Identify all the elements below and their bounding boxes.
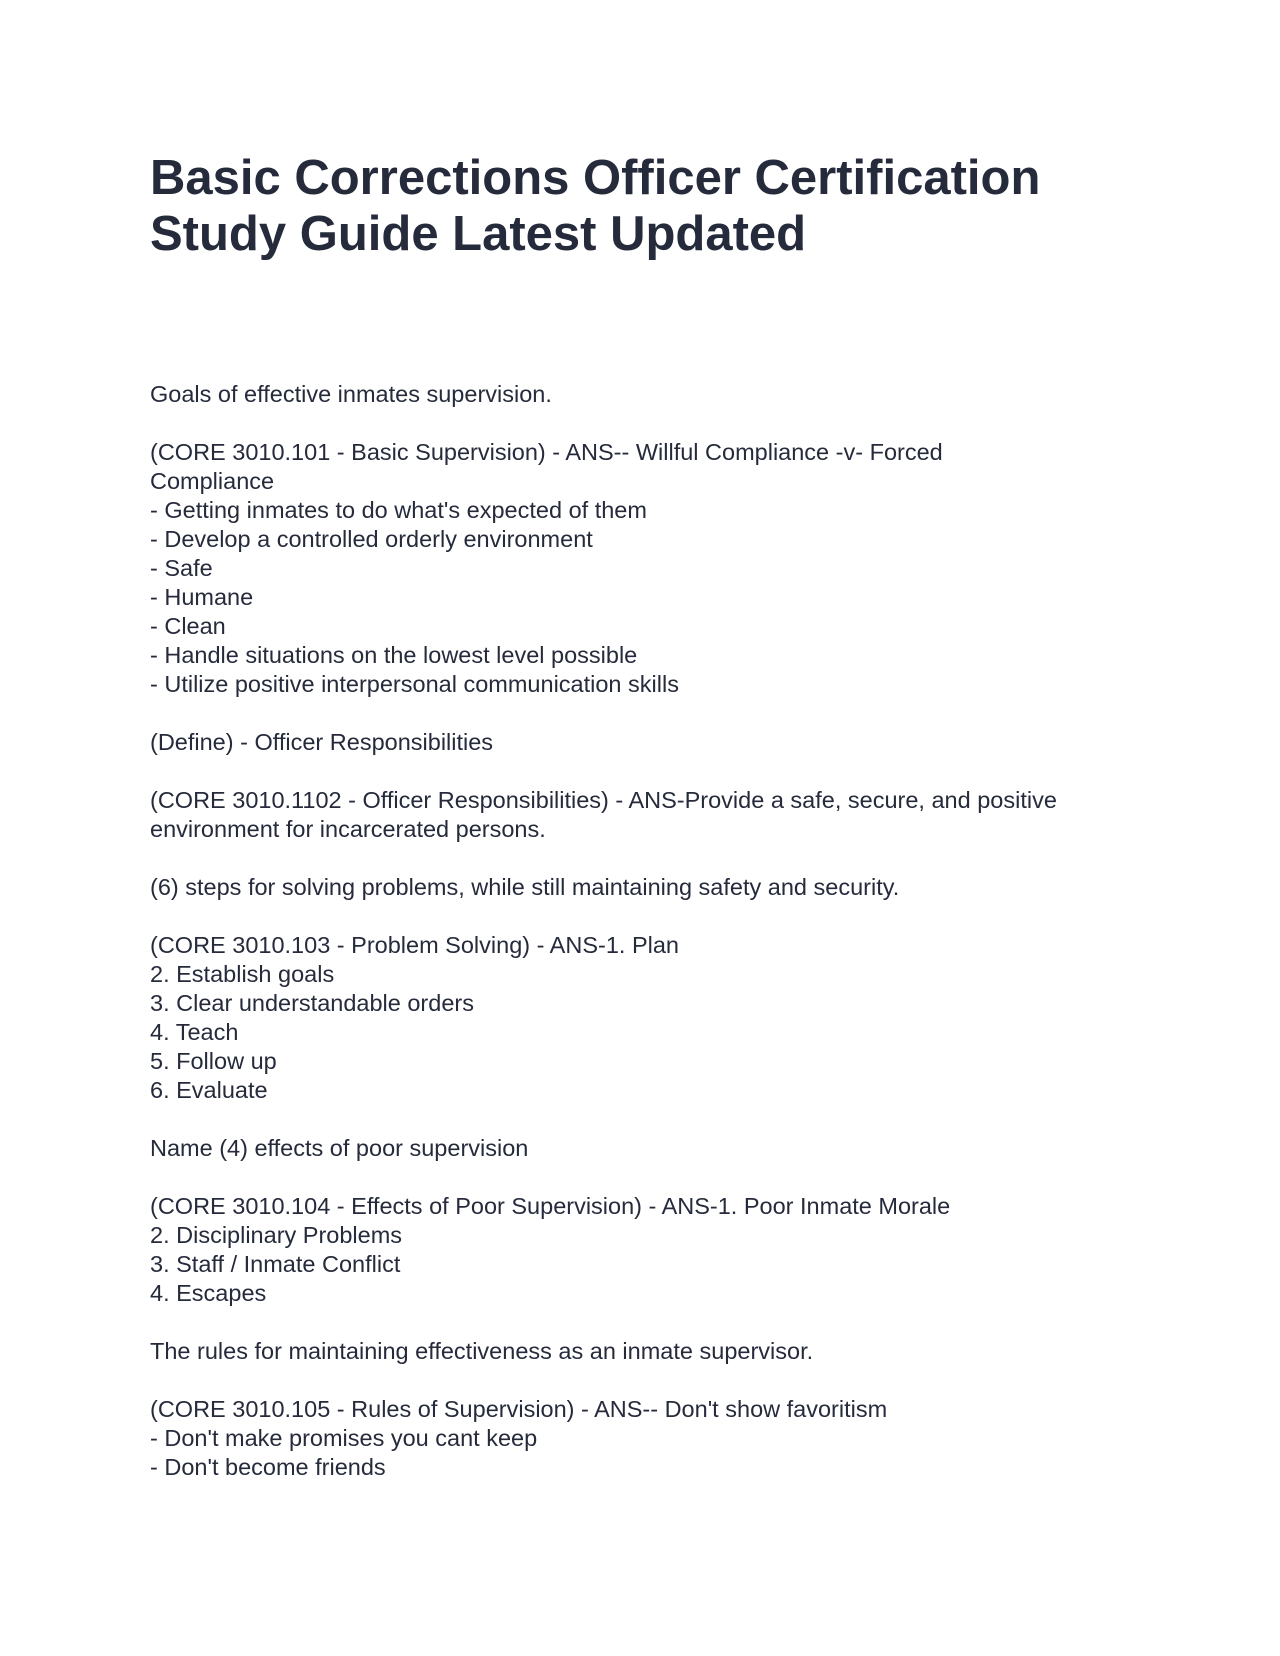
text-line: - Utilize positive interpersonal communication skills [150,671,679,697]
paragraph [150,1192,1140,1308]
text-line: - Don't make promises you cant keep [150,1425,538,1451]
text-line: 5. Follow up [150,1048,277,1074]
text-line: Name (4) effects of poor supervision [150,1135,529,1161]
paragraph [150,931,1140,1105]
text-line: 3. Staff / Inmate Conflict [150,1251,401,1277]
paragraph [150,1337,1140,1366]
text-line: - Don't become friends [150,1454,386,1480]
text-line: - Safe [150,555,213,581]
text-line: 4. Teach [150,1019,239,1045]
text-line: 6. Evaluate [150,1077,268,1103]
title-line-1: Basic Corrections Officer Certification [150,151,1041,205]
paragraph [150,1395,1140,1482]
text-line: (CORE 3010.101 - Basic Supervision) - ANS-- Willful Compliance -v- Forced [150,439,943,465]
text-line: environment for incarcerated persons. [150,816,546,842]
paragraph [150,786,1140,844]
text-line: (CORE 3010.104 - Effects of Poor Supervision) - ANS-1. Poor Inmate Morale [150,1193,951,1219]
document-body [150,380,1140,1482]
text-line: Goals of effective inmates supervision. [150,381,552,407]
text-line: The rules for maintaining effectiveness as an inmate supervisor. [150,1338,814,1364]
text-line: (6) steps for solving problems, while still maintaining safety and security. [150,874,900,900]
text-line: 2. Disciplinary Problems [150,1222,403,1248]
text-line: - Handle situations on the lowest level possible [150,642,638,668]
document-title [150,150,1130,262]
paragraph [150,873,1140,902]
text-line: Compliance [150,468,275,494]
paragraph [150,438,1140,699]
text-line: (CORE 3010.1102 - Officer Responsibilities) - ANS-Provide a safe, secure, and positive [150,787,1057,813]
text-line: (CORE 3010.103 - Problem Solving) - ANS-1. Plan [150,932,679,958]
text-line: (Define) - Officer Responsibilities [150,729,494,755]
text-line: 2. Establish goals [150,961,335,987]
paragraph [150,1134,1140,1163]
text-line: - Clean [150,613,226,639]
paragraph [150,380,1140,409]
title-line-2: Study Guide Latest Updated [150,207,807,261]
document-header [150,150,1130,262]
text-line: - Getting inmates to do what's expected of them [150,497,647,523]
text-line: - Humane [150,584,254,610]
paragraph [150,728,1140,757]
text-line: 4. Escapes [150,1280,267,1306]
text-line: 3. Clear understandable orders [150,990,474,1016]
text-line: - Develop a controlled orderly environment [150,526,593,552]
text-line: (CORE 3010.105 - Rules of Supervision) - ANS-- Don't show favoritism [150,1396,888,1422]
